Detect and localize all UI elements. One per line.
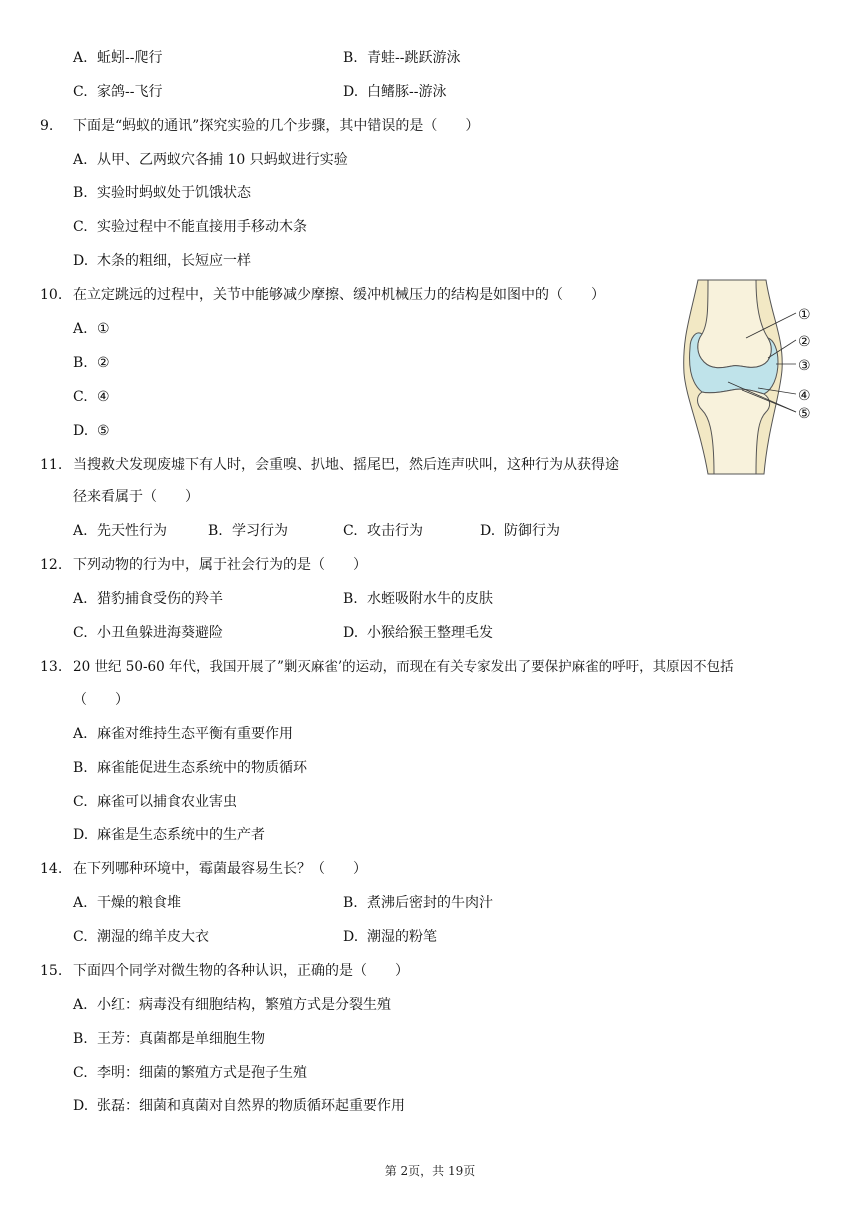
option-b: B. 王芳：真菌都是单细胞生物 bbox=[73, 1031, 265, 1047]
question-number: 11. bbox=[40, 457, 63, 473]
option-b: B. 麻雀能促进生态系统中的物质循环 bbox=[73, 760, 307, 776]
option-b: B. 学习行为 bbox=[208, 523, 288, 539]
question-number: 10. bbox=[40, 287, 63, 303]
question-number: 13. bbox=[40, 659, 63, 675]
option-b: B. 青蛙--跳跃游泳 bbox=[343, 50, 461, 66]
figure-label-1: ① bbox=[798, 307, 811, 323]
option-d: D. 潮湿的粉笔 bbox=[343, 929, 437, 945]
page-footer: 第 2页，共 19页 bbox=[384, 1164, 476, 1178]
option-d: D. 防御行为 bbox=[480, 523, 560, 539]
question-number: 9. bbox=[40, 118, 54, 134]
option-b: B. ② bbox=[73, 355, 110, 371]
question-number: 12. bbox=[40, 557, 63, 573]
option-d: D. 白鳍豚--游泳 bbox=[343, 84, 447, 100]
option-b: B. 水蛭吸附水牛的皮肤 bbox=[343, 591, 493, 607]
option-a: A. 从甲、乙两蚁穴各捕 10 只蚂蚁进行实验 bbox=[73, 152, 348, 168]
option-c: C. 小丑鱼躲进海葵避险 bbox=[73, 625, 223, 641]
option-a: A. ① bbox=[73, 321, 110, 337]
option-d: D. 木条的粗细，长短应一样 bbox=[73, 253, 251, 269]
question-text: 在立定跳远的过程中，关节中能够减少摩擦、缓冲机械压力的结构是如图中的（ ） bbox=[73, 287, 605, 303]
option-c: C. 家鸽--飞行 bbox=[73, 84, 163, 100]
option-c: C. ④ bbox=[73, 389, 110, 405]
figure-label-5: ⑤ bbox=[798, 406, 811, 422]
question-text: 在下列哪种环境中，霉菌最容易生长？（ ） bbox=[73, 861, 367, 877]
figure-label-2: ② bbox=[798, 334, 811, 350]
question-text-cont: 径来看属于（ ） bbox=[73, 489, 199, 505]
figure-label-4: ④ bbox=[798, 388, 811, 404]
figure-label-3: ③ bbox=[798, 358, 811, 374]
option-b: B. 实验时蚂蚁处于饥饿状态 bbox=[73, 185, 251, 201]
option-b: B. 煮沸后密封的牛肉汁 bbox=[343, 895, 493, 911]
question-text: 20 世纪 50-60 年代，我国开展了”剿灭麻雀’的运动，而现在有关专家发出了要保护麻雀的呼吁，其原因不包括 bbox=[73, 659, 734, 675]
question-text: 当搜救犬发现废墟下有人时，会重嗅、扒地、摇尾巴，然后连声吠叫，这种行为从获得途 bbox=[73, 457, 619, 473]
knee-joint-diagram bbox=[668, 278, 828, 478]
option-a: A. 麻雀对维持生态平衡有重要作用 bbox=[73, 726, 293, 742]
option-d: D. 张磊：细菌和真菌对自然界的物质循环起重要作用 bbox=[73, 1098, 405, 1114]
option-a: A. 小红：病毒没有细胞结构，繁殖方式是分裂生殖 bbox=[73, 997, 391, 1013]
option-d: D. 麻雀是生态系统中的生产者 bbox=[73, 827, 265, 843]
question-text: 下列动物的行为中，属于社会行为的是（ ） bbox=[73, 557, 367, 573]
question-text: 下面是“蚂蚁的通讯”探究实验的几个步骤，其中错误的是（ ） bbox=[73, 118, 480, 134]
option-c: C. 麻雀可以捕食农业害虫 bbox=[73, 794, 237, 810]
option-d: D. ⑤ bbox=[73, 423, 110, 439]
option-a: A. 蚯蚓--爬行 bbox=[73, 50, 163, 66]
option-a: A. 猎豹捕食受伤的羚羊 bbox=[73, 591, 223, 607]
question-number: 14. bbox=[40, 861, 63, 877]
option-a: A. 干燥的粮食堆 bbox=[73, 895, 181, 911]
option-a: A. 先天性行为 bbox=[73, 523, 167, 539]
option-c: C. 李明：细菌的繁殖方式是孢子生殖 bbox=[73, 1065, 307, 1081]
option-c: C. 实验过程中不能直接用手移动木条 bbox=[73, 219, 307, 235]
question-number: 15. bbox=[40, 963, 63, 979]
option-c: C. 攻击行为 bbox=[343, 523, 423, 539]
question-text-cont: （ ） bbox=[73, 692, 129, 708]
question-text: 下面四个同学对微生物的各种认识，正确的是（ ） bbox=[73, 963, 409, 979]
option-c: C. 潮湿的绵羊皮大衣 bbox=[73, 929, 209, 945]
option-d: D. 小猴给猴王整理毛发 bbox=[343, 625, 493, 641]
